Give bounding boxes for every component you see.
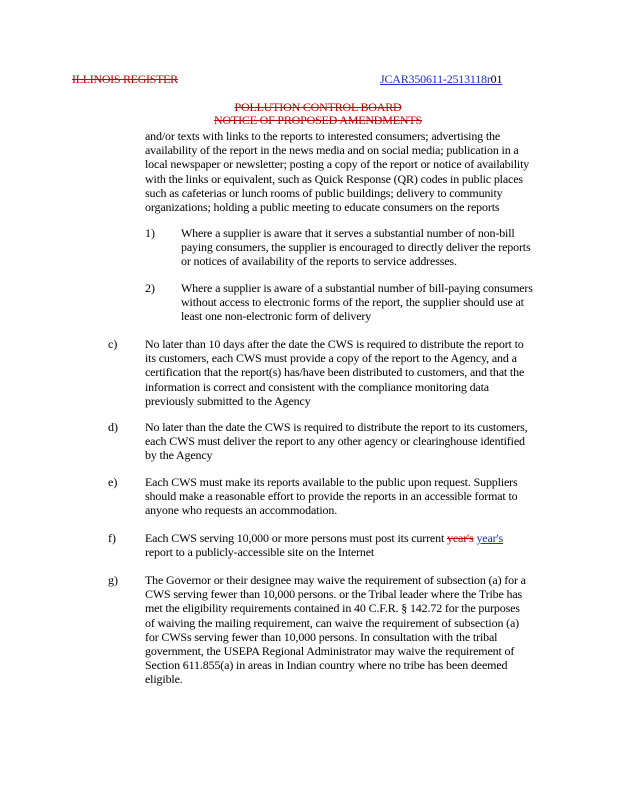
- text-line: of waiving the mailing requirement, can waive the requirement of subsection (a): [145, 615, 520, 630]
- text-line: paying consumers, the supplier is encouraged to directly deliver the reports: [181, 240, 531, 255]
- item-1-number: 1): [145, 226, 155, 240]
- section-f-line1: Each CWS serving 10,000 or more persons must post its current: [145, 531, 447, 545]
- section-c-text: [145, 337, 524, 408]
- text-line: CWS serving fewer than 10,000 persons. or the Tribal leader where the Tribe has: [145, 587, 523, 602]
- notice-title: NOTICE OF PROPOSED AMENDMENTS: [214, 113, 422, 127]
- text-line: with the links or equivalent, such as Quick Response (QR) codes in public places: [145, 171, 523, 186]
- section-f-label: f): [108, 531, 116, 545]
- text-line: by the Agency: [145, 448, 213, 463]
- text-line: report to a publicly-accessible site on the Internet: [145, 545, 375, 560]
- deleted-text: year's: [447, 531, 474, 545]
- text-line: each CWS must deliver the report to any other agency or clearinghouse identified: [145, 434, 525, 449]
- inserted-text: year's: [476, 531, 504, 545]
- text-line: The Governor or their designee may waive the requirement of subsection (a) for a: [145, 573, 526, 587]
- text-line: information is correct and consistent with the compliance monitoring data: [145, 379, 489, 394]
- text-line: government, the USEPA Regional Administrator may waive the requirement of: [145, 644, 515, 659]
- item-2-text: [181, 281, 533, 324]
- section-g-label: g): [108, 573, 118, 587]
- text-line: local newspaper or newsletter; posting a copy of the report or notice of availability: [145, 157, 530, 172]
- section-d-label: d): [108, 420, 118, 434]
- jcar-code-tail: 01: [490, 72, 503, 86]
- text-line: certification that the report(s) has/have been distributed to customers, and that the: [145, 365, 525, 380]
- intro-paragraph: [145, 129, 529, 214]
- text-line: should make a reasonable effort to provide the reports in an accessible format to: [145, 489, 518, 504]
- section-e-label: e): [108, 475, 118, 489]
- text-line: eligible.: [145, 672, 183, 687]
- text-line: or notices of availability of the reports to service addresses.: [181, 254, 457, 269]
- text-line: without access to electronic forms of the report, the supplier should use at: [181, 295, 524, 310]
- text-line: availability of the report in the news media and on social media; publication in a: [145, 143, 519, 158]
- text-line: anyone who requests an accommodation.: [145, 503, 338, 518]
- text-line: such as cafeterias or lunch rooms of public buildings; delivery to community: [145, 185, 503, 200]
- text-line: least one non-electronic form of delivery: [181, 309, 372, 324]
- text-line: [145, 531, 503, 545]
- board-title: POLLUTION CONTROL BOARD: [234, 100, 402, 114]
- text-line: Where a supplier is aware that it serves a substantial number of non-bill: [181, 226, 515, 240]
- jcar-code: [380, 72, 502, 87]
- text-line: Where a supplier is aware of a substantial number of bill-paying consumers: [181, 281, 533, 295]
- item-2-number: 2): [145, 281, 155, 295]
- section-d-text: [145, 420, 528, 463]
- text-line: and/or texts with links to the reports to interested consumers; advertising the: [145, 129, 501, 143]
- text-line: Section 611.855(a) in areas in Indian country where no tribe has been deemed: [145, 658, 508, 673]
- text-line: No later than 10 days after the date the CWS is required to distribute the report to: [145, 337, 524, 351]
- jcar-code-main: JCAR350611-2513118r: [380, 72, 491, 86]
- section-g-text: [145, 573, 526, 687]
- text-line: No later than the date the CWS is required to distribute the report to its customers,: [145, 420, 528, 434]
- section-f-text: [145, 531, 503, 559]
- text-line: Each CWS must make its reports available to the public upon request. Suppliers: [145, 475, 518, 489]
- text-line: its customers, each CWS must provide a copy of the report to the Agency, and a: [145, 351, 517, 366]
- text-line: for CWSs serving fewer than 10,000 persons. In consultation with the tribal: [145, 629, 498, 644]
- text-line: organizations; holding a public meeting to educate consumers on the reports: [145, 200, 500, 215]
- text-line: previously submitted to the Agency: [145, 393, 311, 408]
- section-c-label: c): [108, 337, 118, 351]
- section-e-text: [145, 475, 518, 518]
- item-1-text: [181, 226, 531, 269]
- text-line: met the eligibility requirements contained in 40 C.F.R. § 142.72 for the purposes: [145, 601, 520, 616]
- register-header: ILLINOIS REGISTER: [72, 72, 178, 86]
